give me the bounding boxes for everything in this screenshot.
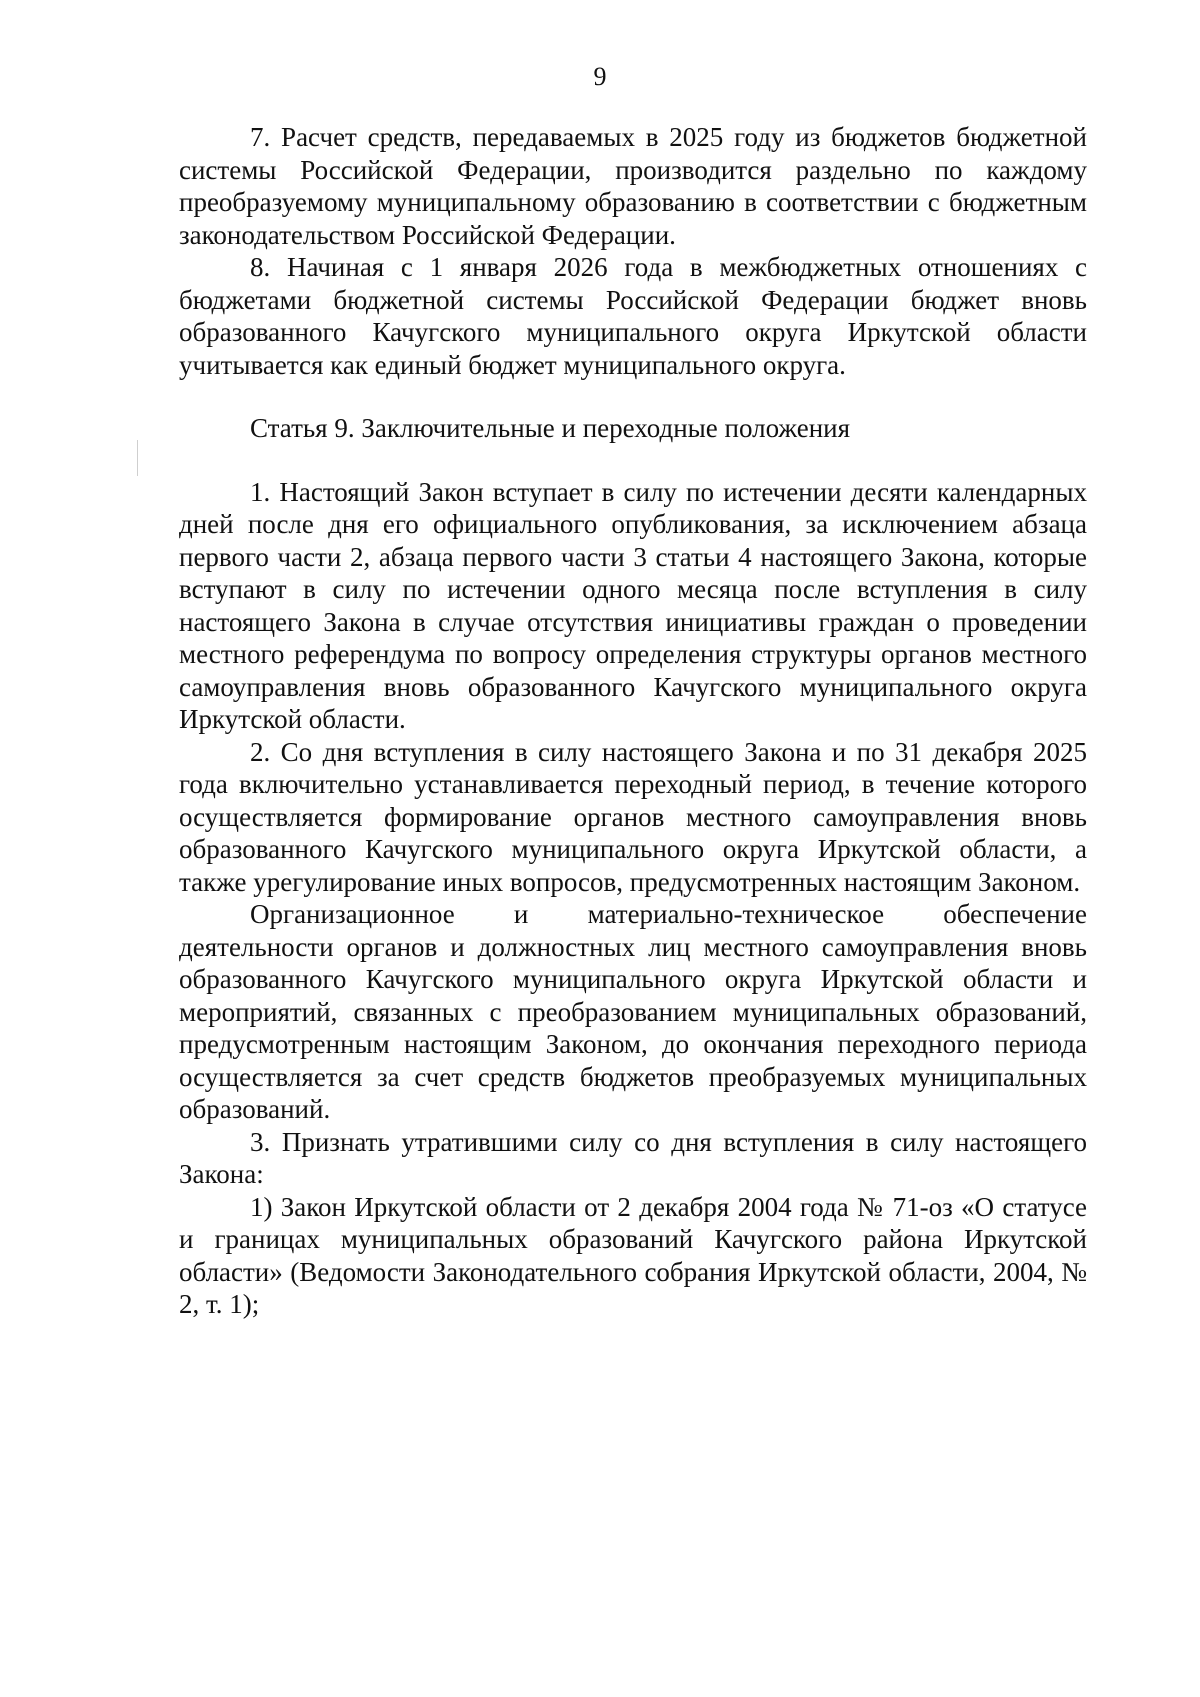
- page-number: 9: [593, 62, 607, 91]
- paragraph-8-interbudget-relations: 8. Начиная с 1 января 2026 года в межбюджетных отношениях с бюджетами бюджетной системы Российской Федерации бюджет вновь образованного Качугского муниципального округа Иркутской области учитывается как единый бюджет муниципального округа.: [179, 252, 1087, 380]
- article-9-heading: Статья 9. Заключительные и переходные положения: [250, 413, 851, 443]
- paragraph-1-entry-into-force: 1. Настоящий Закон вступает в силу по истечении десяти календарных дней после дня его официального опубликования, за исключением абзаца первого части 2, абзаца первого части 3 статьи 4 настоящего Закона, которые вступают в силу по истечении одного месяца после вступления в силу настоящего Закона в случае отсутствия инициативы граждан о проведении местного референдума по вопросу определения структуры органов местного самоуправления вновь образованного Качугского муниципального округа Иркутской области.: [179, 476, 1087, 734]
- document-body: [179, 121, 1087, 1321]
- paragraph-3-repealed-acts: 3. Признать утратившими силу со дня вступления в силу настоящего Закона:: [179, 1126, 1087, 1189]
- scan-artifact-mark: [137, 440, 138, 476]
- paragraph-organizational-support: Организационное и материально-техническое обеспечение деятельности органов и должностных лиц местного самоуправления вновь образованного Качугского муниципального округа Иркутской области и мероприятий, связанных с преобразованием муниципальных образований, предусмотренным настоящим Законом, до окончания переходного периода осуществляется за счет средств бюджетов преобразуемых муниципальных образований.: [179, 899, 1087, 1124]
- list-item-1-law-71-oz: 1) Закон Иркутской области от 2 декабря 2004 года № 71-оз «О статусе и границах муниципальных образований Качугского района Иркутской области» (Ведомости Законодательного собрания Иркутской области, 2004, № 2, т. 1);: [179, 1191, 1087, 1319]
- paragraph-7-budget-calculation: 7. Расчет средств, передаваемых в 2025 году из бюджетов бюджетной системы Российской Федерации, производится раздельно по каждому преобразуемому муниципальному образованию в соответствии с бюджетным законодательством Российской Федерации.: [179, 122, 1087, 250]
- paragraph-2-transition-period: 2. Со дня вступления в силу настоящего Закона и по 31 декабря 2025 года включительно устанавливается переходный период, в течение которого осуществляется формирование органов местного самоуправления вновь образованного Качугского муниципального округа Иркутской области, а также урегулирование иных вопросов, предусмотренных настоящим Законом.: [179, 736, 1087, 897]
